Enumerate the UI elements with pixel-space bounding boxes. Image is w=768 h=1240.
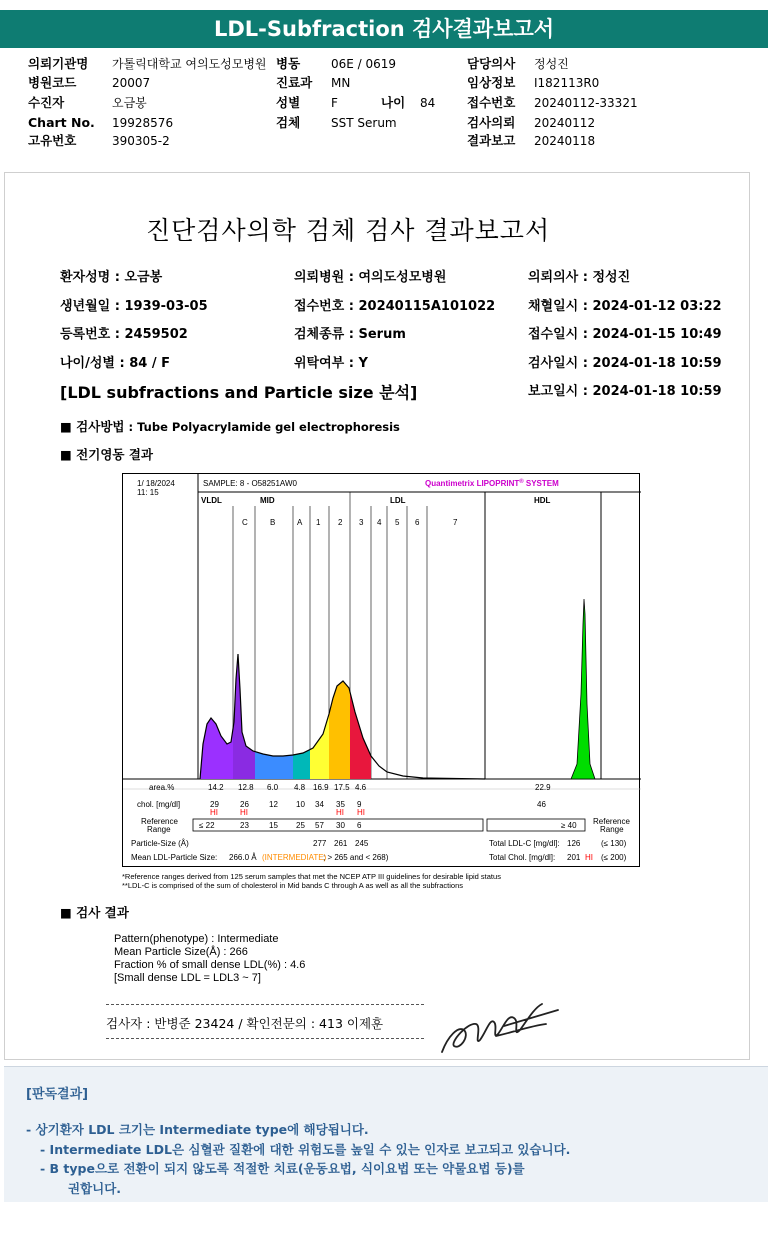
signature-rule-top (106, 1004, 424, 1005)
report-specimen-type: 검체종류 : Serum (294, 327, 406, 342)
lipoprint-chart-svg (123, 474, 641, 868)
header-value-receipt-no: 20240112-33321 (534, 96, 638, 110)
hi-flag-0: HI (210, 808, 218, 817)
report-requesting-hospital: 의뢰병원 : 여의도성모병원 (294, 270, 447, 285)
reference-value-3: 25 (296, 821, 305, 830)
header-value-sex: F (331, 96, 338, 110)
total-chol-reference: (≤ 200) (601, 853, 627, 862)
total-ldl-value: 126 (567, 839, 581, 848)
report-consignment: 위탁여부 : Y (294, 356, 368, 371)
curve-fill-ldl-2 (329, 681, 350, 779)
header-value-report-date: 20240118 (534, 134, 596, 148)
total-chol-hi-flag: HI (585, 853, 593, 862)
chart-brand-suffix: SYSTEM (523, 479, 559, 488)
chol-value-6: 9 (357, 800, 362, 809)
report-birth-date: 생년월일 : 1939-03-05 (60, 299, 208, 314)
row-label-reference: Reference (141, 817, 178, 826)
area-value-1: 12.8 (238, 783, 254, 792)
signature-image (434, 996, 564, 1060)
group-label-vldl: VLDL (201, 496, 222, 505)
total-ldl-reference: (≤ 130) (601, 839, 627, 848)
report-heading: 진단검사의학 검체 검사 결과보고서 (146, 216, 551, 245)
band-label-6: 6 (415, 518, 420, 527)
row-label-range: Range (147, 825, 171, 834)
particle-size-0: 277 (313, 839, 327, 848)
particle-size-1: 261 (334, 839, 348, 848)
mean-size-range: ; > 265 and < 268) (323, 853, 389, 862)
row-label-area: area.% (149, 783, 175, 792)
band-label-3: 3 (359, 518, 364, 527)
header-value-specimen: SST Serum (331, 116, 397, 130)
header-label-department: 진료과 (276, 75, 313, 90)
footnote-reference: *Reference ranges derived from 125 serum samples that met the NCEP ATP III guidelines for desirable lipid status (122, 872, 501, 881)
total-ldl-label: Total LDL-C [mg/dl]: (489, 839, 560, 848)
area-value-2: 6.0 (267, 783, 279, 792)
header-label-sex: 성별 (276, 95, 301, 110)
electrophoresis-heading-text: 전기영동 결과 (76, 447, 153, 462)
header-label-chart-no: Chart No. (28, 115, 95, 130)
total-chol-value: 201 (567, 853, 581, 862)
header-value-unique-no: 390305-2 (112, 134, 170, 148)
header-label-specimen: 검체 (276, 115, 301, 130)
area-value-7: 22.9 (535, 783, 551, 792)
result-mean-size: Mean Particle Size(Å) : 266 (114, 946, 248, 958)
hi-flag-2: HI (336, 808, 344, 817)
method-line (60, 417, 400, 435)
examiner-line: 검사자 : 반병준 23424 / 확인전문의 : 413 이제훈 (106, 1016, 384, 1031)
report-receipt-time: 접수일시 : 2024-01-15 10:49 (528, 327, 722, 342)
chart-sample: SAMPLE: 8 - O58251AW0 (203, 479, 297, 488)
band-label-5: 5 (395, 518, 400, 527)
curve-fill-vldl (200, 718, 233, 779)
header-label-institution: 의뢰기관명 (28, 56, 89, 71)
footnote-ldl-c: **LDL-C is comprised of the sum of cholesterol in Mid bands C through A as well as all the subfractions (122, 881, 464, 890)
header-value-request-date: 20240112 (534, 116, 596, 130)
report-collection-time: 채혈일시 : 2024-01-12 03:22 (528, 299, 722, 314)
group-label-mid: MID (260, 496, 275, 505)
row-label-particle-size: Particle-Size (Å) (131, 839, 189, 848)
report-accession-no: 접수번호 : 20240115A101022 (294, 299, 496, 314)
total-chol-label: Total Chol. [mg/dl]: (489, 853, 556, 862)
area-value-5: 17.5 (334, 783, 350, 792)
chol-value-0: 29 (210, 800, 219, 809)
right-reference-label: Reference (593, 817, 630, 826)
band-label-2: 2 (338, 518, 343, 527)
report-test-time: 검사일시 : 2024-01-18 10:59 (528, 356, 722, 371)
band-label-7: 7 (453, 518, 458, 527)
chol-value-2: 12 (269, 800, 278, 809)
chol-value-1: 26 (240, 800, 249, 809)
report-registration-no: 등록번호 : 2459502 (60, 327, 188, 342)
chart-time: 11: 15 (137, 488, 159, 497)
reference-value-4: 57 (315, 821, 324, 830)
chol-value-3: 10 (296, 800, 305, 809)
method-value: : Tube Polyacrylamide gel electrophoresis (124, 420, 400, 434)
header-value-age: 84 (420, 96, 436, 110)
reference-value-6: 6 (357, 821, 362, 830)
header-label-clinical-info: 임상정보 (467, 75, 516, 90)
header-value-ward: 06E / 0619 (331, 57, 397, 71)
hi-flag-1: HI (240, 808, 248, 817)
area-value-4: 16.9 (313, 783, 329, 792)
band-label-B: B (270, 518, 276, 527)
registered-mark: ® (519, 479, 524, 485)
header-label-ward: 병동 (276, 56, 301, 71)
header-value-doctor: 정성진 (534, 57, 569, 71)
judgement-line-4: 권합니다. (68, 1181, 122, 1196)
signature-rule-bottom (106, 1038, 424, 1039)
curve-fill-hdl (571, 599, 595, 779)
header-label-request-date: 검사의뢰 (467, 115, 516, 130)
result-heading-text: 검사 결과 (76, 905, 129, 920)
chol-value-7: 46 (537, 800, 546, 809)
lipoprint-chart (122, 473, 640, 867)
band-label-A: A (297, 518, 303, 527)
hi-flag-3: HI (357, 808, 365, 817)
result-heading (60, 903, 129, 921)
header-label-doctor: 담당의사 (467, 56, 516, 71)
header-value-institution: 가톨릭대학교 여의도성모병원 (112, 57, 267, 71)
header-value-department: MN (331, 76, 351, 90)
report-patient-name: 환자성명 : 오금봉 (60, 270, 163, 285)
row-label-mean-size: Mean LDL-Particle Size: (131, 853, 218, 862)
area-value-3: 4.8 (294, 783, 306, 792)
bullet-icon: ■ (60, 419, 77, 434)
mean-size-category: (INTERMEDIATE) (262, 853, 327, 862)
header-label-receipt-no: 접수번호 (467, 95, 516, 110)
chart-brand-name: Quantimetrix LIPOPRINT (425, 479, 520, 488)
report-age-sex: 나이/성별 : 84 / F (60, 356, 171, 371)
section-heading: [LDL subfractions and Particle size 분석] (60, 383, 418, 402)
group-label-ldl: LDL (390, 496, 406, 505)
report-requesting-doctor: 의뢰의사 : 정성진 (528, 270, 631, 285)
result-pattern: Pattern(phenotype) : Intermediate (114, 933, 279, 945)
bullet-icon: ■ (60, 905, 77, 920)
band-label-C: C (242, 518, 248, 527)
judgement-line-3: - B type으로 전환이 되지 않도록 적절한 치료(운동요법, 식이요법 또는 약물요법 등)를 (40, 1161, 525, 1176)
judgement-line-1: - 상기환자 LDL 크기는 Intermediate type에 해당됩니다. (26, 1122, 369, 1137)
reference-value-1: 23 (240, 821, 249, 830)
report-report-time: 보고일시 : 2024-01-18 10:59 (528, 384, 722, 399)
judgement-title: [판독결과] (26, 1087, 89, 1102)
chart-brand (425, 478, 559, 488)
header-value-patient: 오금봉 (112, 96, 147, 110)
judgement-panel (4, 1066, 768, 1202)
group-label-hdl: HDL (534, 496, 551, 505)
judgement-line-2: - Intermediate LDL은 심혈관 질환에 대한 위험도를 높일 수 있는 인자로 보고되고 있습니다. (40, 1142, 571, 1157)
chol-value-4: 34 (315, 800, 324, 809)
report-title-bar: LDL-Subfraction 검사결과보고서 (0, 10, 768, 48)
method-label: 검사방법 (76, 419, 125, 434)
header-label-unique-no: 고유번호 (28, 133, 77, 148)
result-small-dense-definition: [Small dense LDL = LDL3 ~ 7] (114, 972, 261, 984)
reference-value-0: ≤ 22 (199, 821, 215, 830)
chart-date: 1/ 18/2024 (137, 479, 175, 488)
electrophoresis-heading (60, 445, 153, 463)
header-label-age: 나이 (381, 95, 406, 110)
header-value-clinical-info: I182113R0 (534, 76, 600, 90)
header-label-hospital-code: 병원코드 (28, 75, 77, 90)
chol-value-5: 35 (336, 800, 345, 809)
band-label-4: 4 (377, 518, 382, 527)
particle-size-2: 245 (355, 839, 369, 848)
right-range-label: Range (600, 825, 624, 834)
result-small-dense-fraction: Fraction % of small dense LDL(%) : 4.6 (114, 959, 306, 971)
header-value-chart-no: 19928576 (112, 116, 174, 130)
header-label-patient: 수진자 (28, 95, 65, 110)
mean-size-value: 266.0 Å (229, 853, 257, 862)
area-value-6: 4.6 (355, 783, 367, 792)
electrophoresis-curve (200, 599, 595, 779)
header-value-hospital-code: 20007 (112, 76, 151, 90)
bullet-icon: ■ (60, 447, 77, 462)
reference-value-7: ≥ 40 (561, 821, 577, 830)
reference-value-2: 15 (269, 821, 278, 830)
area-value-0: 14.2 (208, 783, 224, 792)
header-label-report-date: 결과보고 (467, 133, 516, 148)
reference-value-5: 30 (336, 821, 345, 830)
band-label-1: 1 (316, 518, 321, 527)
row-label-chol: chol. [mg/dl] (137, 800, 181, 809)
